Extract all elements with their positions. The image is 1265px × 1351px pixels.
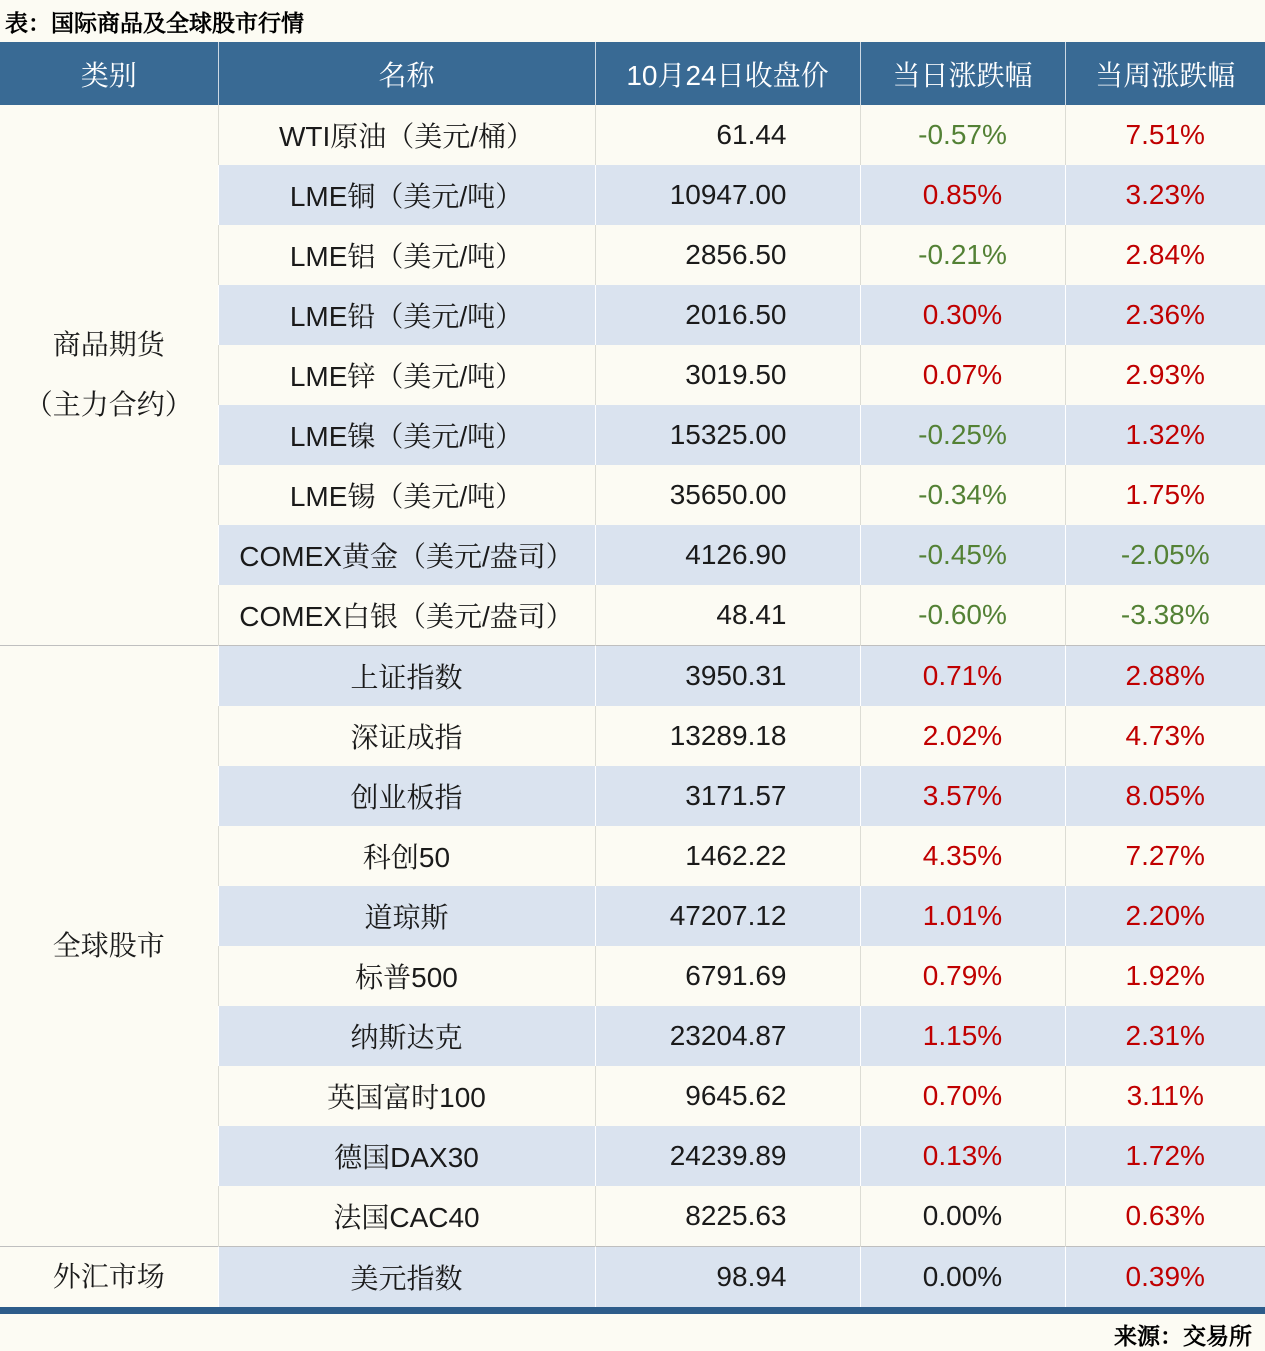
cell-name: 德国DAX30 bbox=[218, 1126, 595, 1186]
cell-close: 98.94 bbox=[595, 1247, 860, 1311]
cell-daily-change: -0.25% bbox=[860, 405, 1065, 465]
cell-close: 23204.87 bbox=[595, 1006, 860, 1066]
cell-daily-change: 2.02% bbox=[860, 706, 1065, 766]
cell-name: LME锌（美元/吨） bbox=[218, 345, 595, 405]
cell-name: 法国CAC40 bbox=[218, 1186, 595, 1247]
cell-weekly-change: 3.11% bbox=[1065, 1066, 1265, 1126]
cell-close: 2856.50 bbox=[595, 225, 860, 285]
cell-weekly-change: 2.93% bbox=[1065, 345, 1265, 405]
table-row bbox=[0, 646, 1265, 707]
table-row bbox=[0, 105, 1265, 165]
header-row bbox=[0, 42, 1265, 105]
category-label: 商品期货 bbox=[52, 329, 165, 360]
cell-close: 47207.12 bbox=[595, 886, 860, 946]
cell-daily-change: 0.79% bbox=[860, 946, 1065, 1006]
cell-close: 13289.18 bbox=[595, 706, 860, 766]
cell-daily-change: 0.71% bbox=[860, 646, 1065, 707]
cell-close: 4126.90 bbox=[595, 525, 860, 585]
cell-close: 10947.00 bbox=[595, 165, 860, 225]
cell-name: LME铅（美元/吨） bbox=[218, 285, 595, 345]
cell-close: 35650.00 bbox=[595, 465, 860, 525]
cell-close: 3019.50 bbox=[595, 345, 860, 405]
category-label: 全球股市 bbox=[52, 930, 165, 961]
category-cell bbox=[0, 105, 218, 646]
cell-close: 24239.89 bbox=[595, 1126, 860, 1186]
cell-close: 6791.69 bbox=[595, 946, 860, 1006]
cell-daily-change: -0.21% bbox=[860, 225, 1065, 285]
cell-daily-change: 1.15% bbox=[860, 1006, 1065, 1066]
cell-name: WTI原油（美元/桶） bbox=[218, 105, 595, 165]
cell-weekly-change: 0.63% bbox=[1065, 1186, 1265, 1247]
cell-weekly-change: 3.23% bbox=[1065, 165, 1265, 225]
cell-daily-change: 0.00% bbox=[860, 1186, 1065, 1247]
cell-daily-change: 0.00% bbox=[860, 1247, 1065, 1311]
cell-close: 15325.00 bbox=[595, 405, 860, 465]
cell-weekly-change: 2.36% bbox=[1065, 285, 1265, 345]
cell-weekly-change: 0.39% bbox=[1065, 1247, 1265, 1311]
cell-name: LME镍（美元/吨） bbox=[218, 405, 595, 465]
cell-close: 8225.63 bbox=[595, 1186, 860, 1247]
cell-weekly-change: -3.38% bbox=[1065, 585, 1265, 646]
cell-daily-change: -0.34% bbox=[860, 465, 1065, 525]
source-note: 来源：交易所 bbox=[1114, 1323, 1252, 1349]
cell-weekly-change: 1.72% bbox=[1065, 1126, 1265, 1186]
category-cell bbox=[0, 1247, 218, 1311]
cell-name: 科创50 bbox=[218, 826, 595, 886]
cell-weekly-change: 1.92% bbox=[1065, 946, 1265, 1006]
cell-weekly-change: 2.88% bbox=[1065, 646, 1265, 707]
cell-weekly-change: 2.20% bbox=[1065, 886, 1265, 946]
cell-weekly-change: 7.27% bbox=[1065, 826, 1265, 886]
cell-daily-change: -0.60% bbox=[860, 585, 1065, 646]
cell-name: 深证成指 bbox=[218, 706, 595, 766]
cell-daily-change: 0.30% bbox=[860, 285, 1065, 345]
cell-weekly-change: 7.51% bbox=[1065, 105, 1265, 165]
cell-daily-change: -0.45% bbox=[860, 525, 1065, 585]
cell-daily-change: 0.70% bbox=[860, 1066, 1065, 1126]
table-row bbox=[0, 1247, 1265, 1311]
cell-daily-change: 0.85% bbox=[860, 165, 1065, 225]
cell-daily-change: 4.35% bbox=[860, 826, 1065, 886]
cell-close: 1462.22 bbox=[595, 826, 860, 886]
cell-name: COMEX黄金（美元/盎司） bbox=[218, 525, 595, 585]
cell-daily-change: 3.57% bbox=[860, 766, 1065, 826]
cell-weekly-change: 8.05% bbox=[1065, 766, 1265, 826]
cell-daily-change: -0.57% bbox=[860, 105, 1065, 165]
header-daily-change: 当日涨跌幅 bbox=[860, 42, 1065, 105]
cell-name: LME铜（美元/吨） bbox=[218, 165, 595, 225]
cell-name: 美元指数 bbox=[218, 1247, 595, 1311]
header-close-price: 10月24日收盘价 bbox=[595, 42, 860, 105]
cell-name: 标普500 bbox=[218, 946, 595, 1006]
header-name: 名称 bbox=[218, 42, 595, 105]
cell-close: 3171.57 bbox=[595, 766, 860, 826]
cell-name: 创业板指 bbox=[218, 766, 595, 826]
cell-name: COMEX白银（美元/盎司） bbox=[218, 585, 595, 646]
cell-weekly-change: 2.31% bbox=[1065, 1006, 1265, 1066]
cell-close: 48.41 bbox=[595, 585, 860, 646]
category-cell bbox=[0, 646, 218, 1247]
table-title: 表：国际商品及全球股市行情 bbox=[5, 9, 304, 36]
category-label: 外汇市场 bbox=[52, 1261, 165, 1292]
cell-name: LME锡（美元/吨） bbox=[218, 465, 595, 525]
cell-name: LME铝（美元/吨） bbox=[218, 225, 595, 285]
cell-name: 道琼斯 bbox=[218, 886, 595, 946]
cell-weekly-change: 1.32% bbox=[1065, 405, 1265, 465]
market-table bbox=[0, 42, 1265, 1314]
cell-close: 9645.62 bbox=[595, 1066, 860, 1126]
cell-weekly-change: 1.75% bbox=[1065, 465, 1265, 525]
cell-daily-change: 0.13% bbox=[860, 1126, 1065, 1186]
cell-close: 3950.31 bbox=[595, 646, 860, 707]
cell-close: 2016.50 bbox=[595, 285, 860, 345]
header-category: 类别 bbox=[0, 42, 218, 105]
cell-daily-change: 1.01% bbox=[860, 886, 1065, 946]
cell-weekly-change: 2.84% bbox=[1065, 225, 1265, 285]
cell-name: 纳斯达克 bbox=[218, 1006, 595, 1066]
cell-weekly-change: -2.05% bbox=[1065, 525, 1265, 585]
cell-name: 英国富时100 bbox=[218, 1066, 595, 1126]
cell-weekly-change: 4.73% bbox=[1065, 706, 1265, 766]
header-weekly-change: 当周涨跌幅 bbox=[1065, 42, 1265, 105]
cell-name: 上证指数 bbox=[218, 646, 595, 707]
cell-close: 61.44 bbox=[595, 105, 860, 165]
category-label-line2: （主力合约） bbox=[24, 389, 193, 420]
cell-daily-change: 0.07% bbox=[860, 345, 1065, 405]
